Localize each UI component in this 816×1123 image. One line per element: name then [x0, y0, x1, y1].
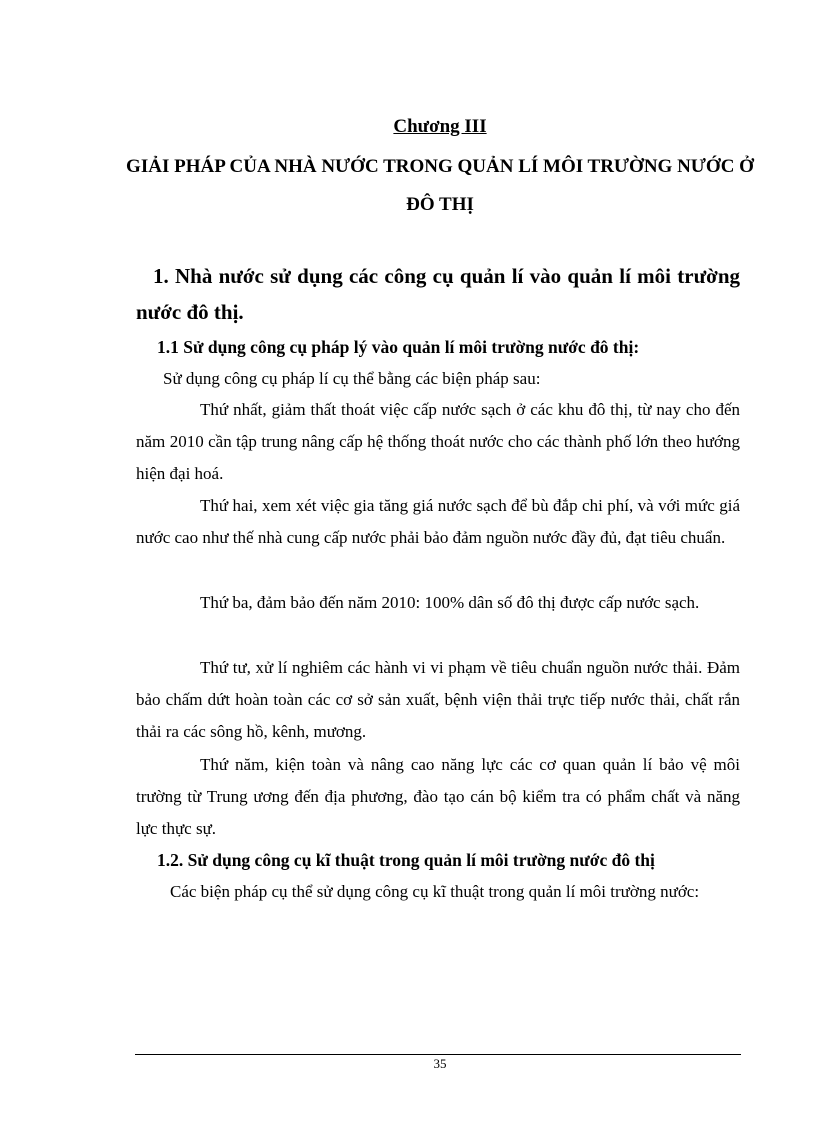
section-heading: 1. Nhà nước sử dụng các công cụ quản lí vào quản lí môi trường nước đô thị.: [136, 264, 740, 324]
chapter-title: GIẢI PHÁP CỦA NHÀ NƯỚC TRONG QUẢN LÍ MÔI TRƯỜNG NƯỚC Ở ĐÔ THỊ: [126, 156, 754, 215]
subsection-heading: 1.1 Sử dụng công cụ pháp lý vào quản lí môi trường nước đô thị:: [157, 337, 640, 357]
chapter-label: Chương III: [393, 116, 487, 137]
footer-divider: [135, 1054, 741, 1055]
body-paragraph: Thứ hai, xem xét việc gia tăng giá nước sạch để bù đắp chi phí, và với mức giá nước cao như thế nhà cung cấp nước phải bảo đảm nguồn nước đầy đủ, đạt tiêu chuẩn.: [136, 496, 740, 547]
body-paragraph: Thứ nhất, giảm thất thoát việc cấp nước sạch ở các khu đô thị, từ nay cho đến năm 2010 cần tập trung nâng cấp hệ thống thoát nước cho các thành phố lớn theo hướng hiện đại hoá.: [136, 400, 740, 483]
subsection-heading: 1.2. Sử dụng công cụ kĩ thuật trong quản lí môi trường nước đô thị: [157, 850, 655, 870]
body-paragraph: Thứ năm, kiện toàn và nâng cao năng lực các cơ quan quản lí bảo vệ môi trường từ Trung ương đến địa phương, đào tạo cán bộ kiểm tra có phẩm chất và năng lực thực sự.: [136, 755, 740, 838]
subsection-intro-paragraph: Các biện pháp cụ thể sử dụng công cụ kĩ thuật trong quản lí môi trường nước:: [170, 882, 700, 901]
page-number: 35: [433, 1056, 447, 1071]
subsection-intro-paragraph: Sử dụng công cụ pháp lí cụ thể bằng các biện pháp sau:: [163, 369, 541, 388]
body-paragraph: Thứ ba, đảm bảo đến năm 2010: 100% dân số đô thị được cấp nước sạch.: [200, 593, 700, 612]
body-paragraph: Thứ tư, xử lí nghiêm các hành vi vi phạm về tiêu chuẩn nguồn nước thải. Đảm bảo chấm dứt hoàn toàn các cơ sở sản xuất, bệnh viện thải trực tiếp nước thải, chất rắn thải ra các sông hồ, kênh, mương.: [136, 658, 740, 741]
